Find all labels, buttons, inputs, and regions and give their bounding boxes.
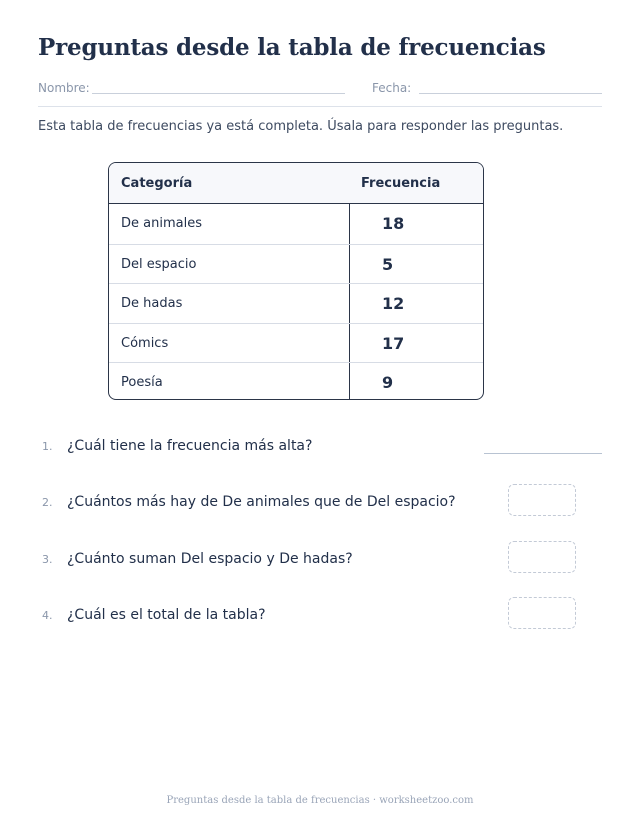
- question-number: 3.: [42, 553, 53, 566]
- column-header-category: Categoría: [121, 176, 193, 191]
- answer-box[interactable]: [508, 597, 576, 629]
- header-divider: [38, 106, 602, 107]
- page-title: Preguntas desde la tabla de frecuencias: [38, 34, 546, 61]
- date-label: Fecha:: [372, 81, 412, 95]
- category-cell: De animales: [121, 216, 202, 231]
- question-1: [38, 438, 602, 474]
- question-text: ¿Cuál tiene la frecuencia más alta?: [67, 438, 313, 454]
- category-cell: Del espacio: [121, 256, 197, 272]
- frequency-table: [108, 162, 484, 400]
- date-field[interactable]: [419, 93, 602, 94]
- question-number: 4.: [42, 609, 53, 622]
- question-text: ¿Cuál es el total de la tabla?: [67, 607, 266, 623]
- frequency-cell: 12: [382, 294, 405, 314]
- answer-box[interactable]: [508, 484, 576, 516]
- question-text: ¿Cuántos más hay de De animales que de Del espacio?: [67, 494, 456, 510]
- question-text: ¿Cuánto suman Del espacio y De hadas?: [67, 551, 353, 567]
- table-row: [109, 204, 483, 244]
- table-row: [109, 323, 483, 363]
- table-header: [109, 163, 483, 204]
- frequency-cell: 17: [382, 333, 405, 353]
- question-number: 2.: [42, 496, 53, 509]
- category-cell: Poesía: [121, 375, 163, 391]
- table-body: [109, 204, 483, 400]
- page-footer: Preguntas desde la tabla de frecuencias · worksheetzoo.com: [166, 795, 474, 806]
- instructions: Esta tabla de frecuencias ya está completa. Úsala para responder las preguntas.: [38, 119, 564, 134]
- answer-line[interactable]: [484, 453, 602, 454]
- frequency-cell: 18: [382, 214, 405, 233]
- table-row: [109, 362, 483, 400]
- table-row: [109, 244, 483, 284]
- frequency-cell: 9: [382, 373, 394, 393]
- question-number: 1.: [42, 440, 53, 453]
- name-label: Nombre:: [38, 81, 90, 95]
- table-row: [109, 283, 483, 323]
- question-4: [38, 607, 602, 643]
- frequency-cell: 5: [382, 254, 394, 274]
- name-date-row: [38, 80, 602, 98]
- column-header-frequency: Frecuencia: [361, 176, 441, 191]
- category-cell: Cómics: [121, 335, 169, 351]
- question-2: [38, 494, 602, 530]
- name-field[interactable]: [92, 93, 345, 94]
- question-3: [38, 551, 602, 587]
- answer-box[interactable]: [508, 541, 576, 573]
- category-cell: De hadas: [121, 296, 183, 312]
